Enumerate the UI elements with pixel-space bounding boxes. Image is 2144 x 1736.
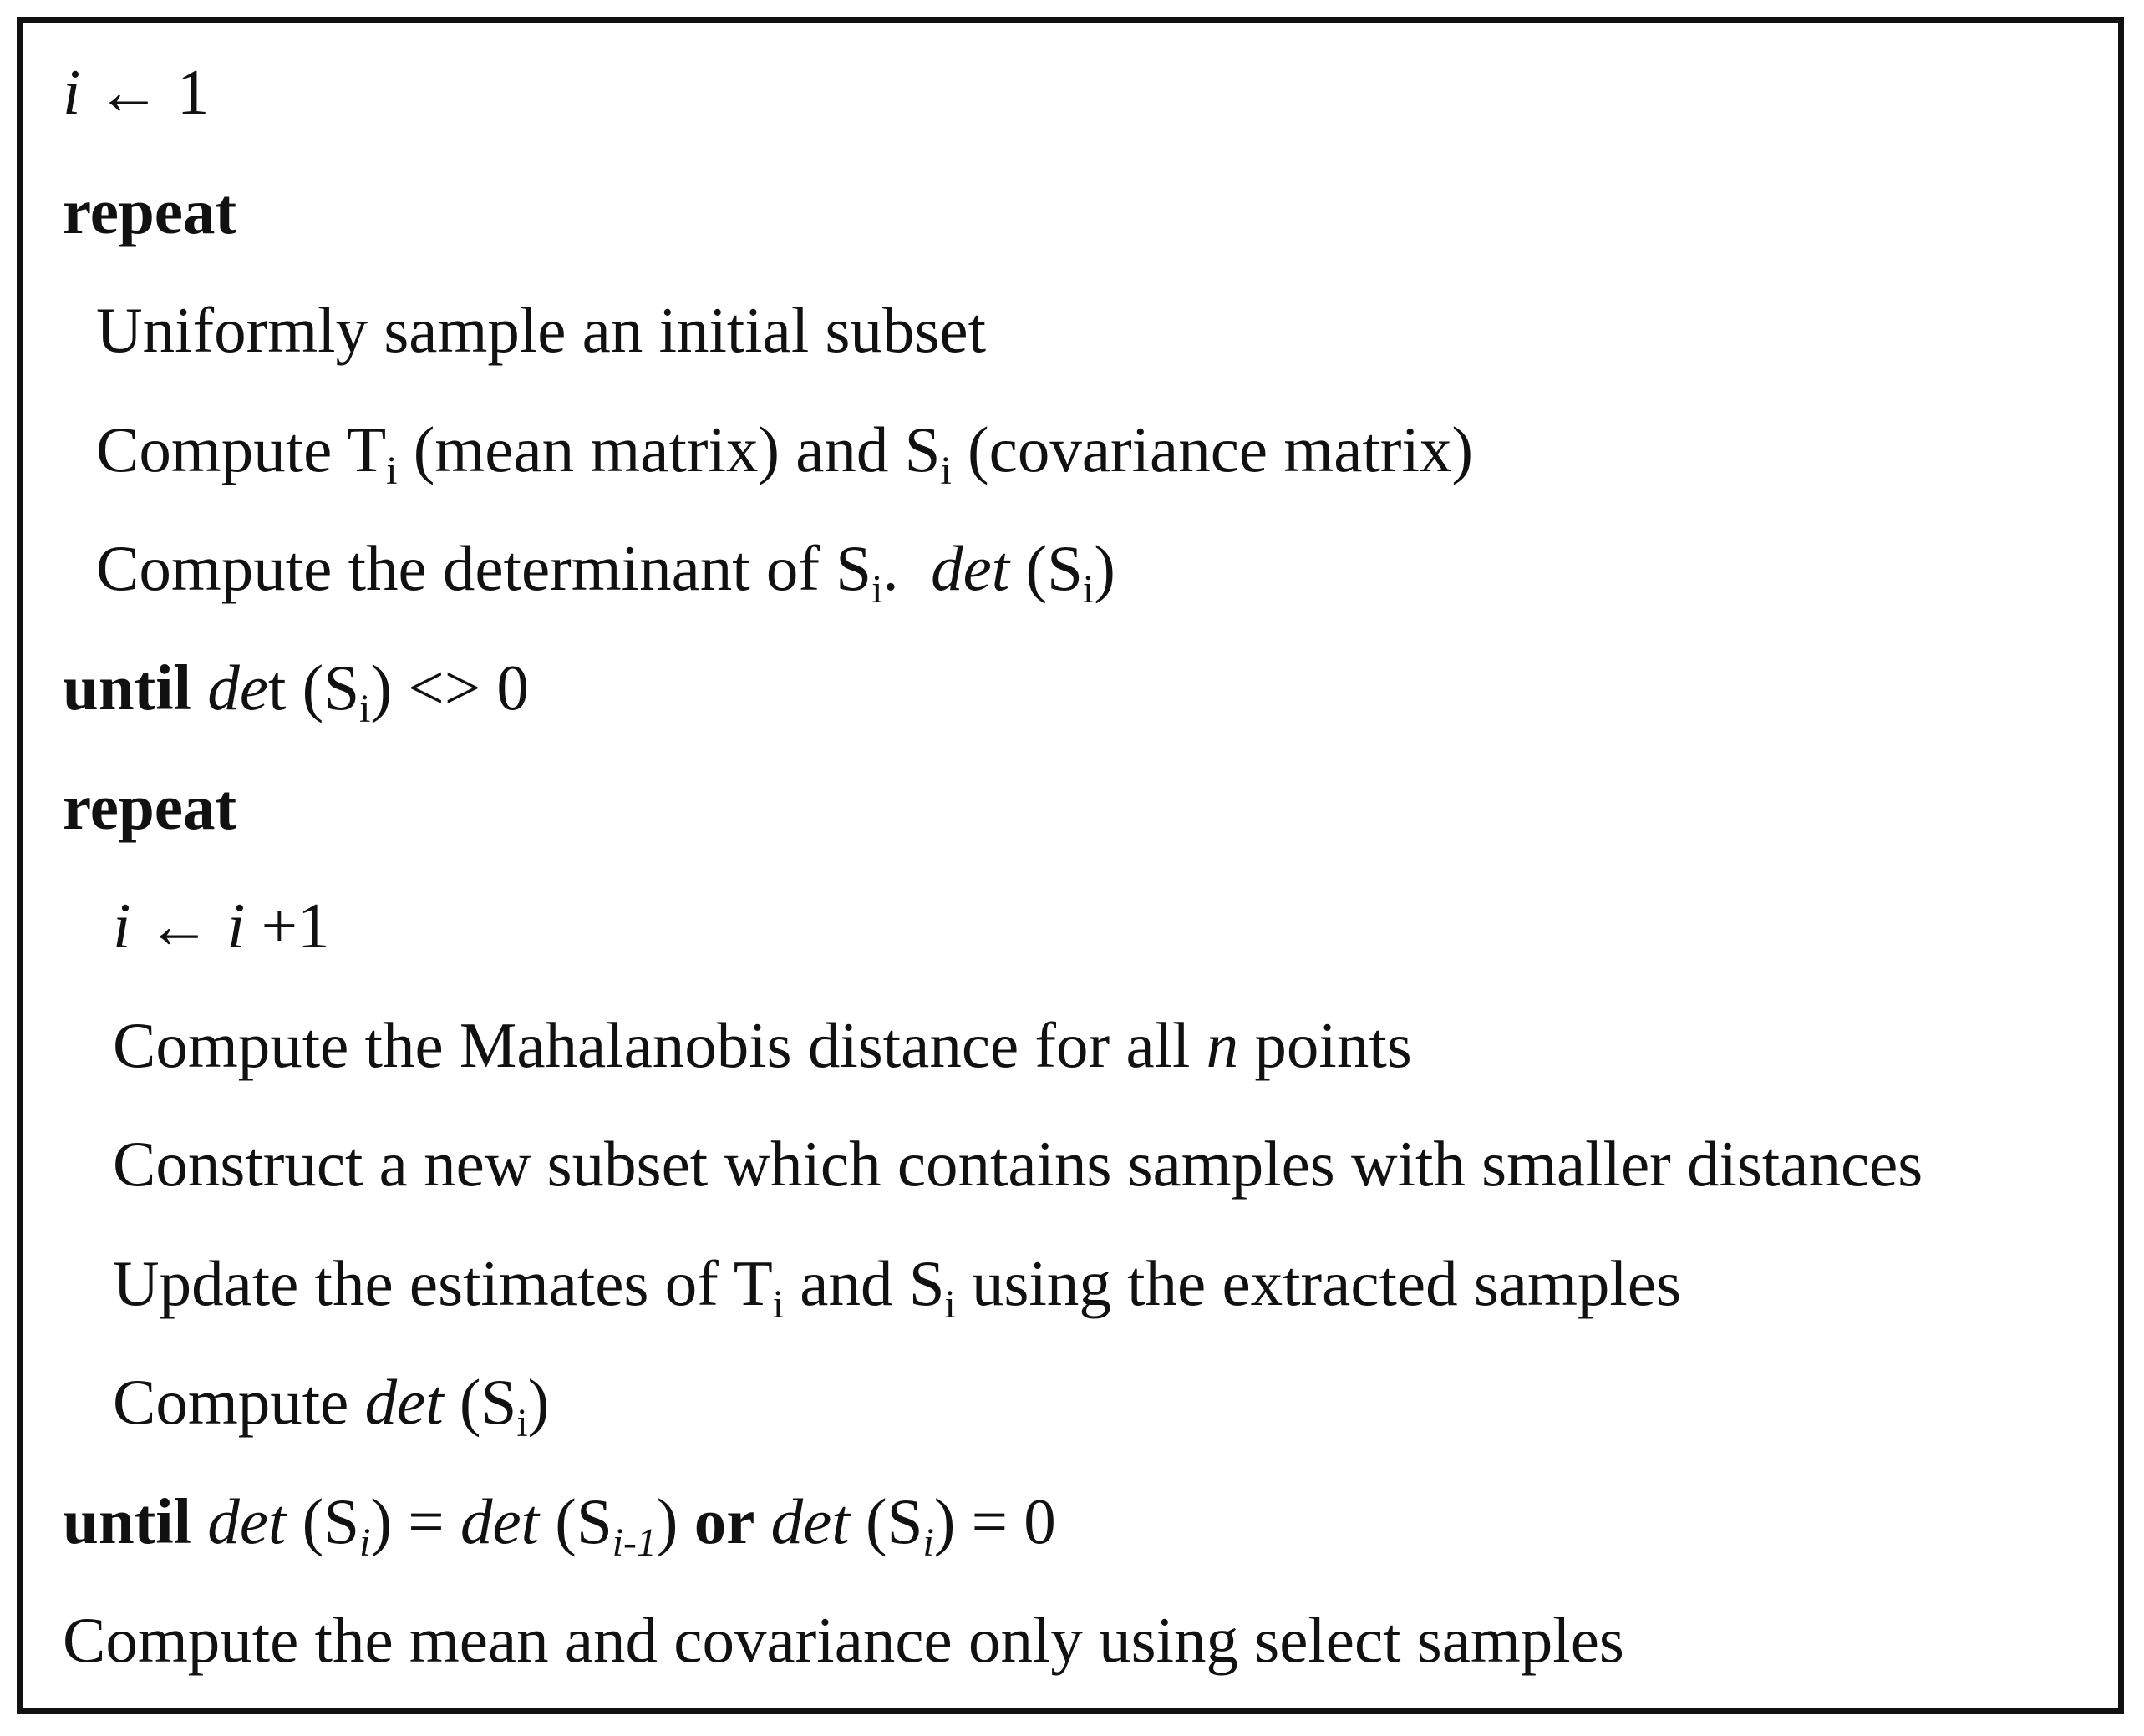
subscript: i (386, 449, 398, 494)
repeat-keyword-2 (63, 771, 237, 843)
subscript: i (922, 1520, 934, 1566)
step-text: points (1238, 1009, 1412, 1081)
subscript: i (359, 1520, 371, 1566)
det-function: det (931, 532, 1010, 604)
init-line (63, 56, 210, 128)
step-text: ) (1094, 532, 1115, 604)
var-i: i (113, 890, 131, 962)
step-text: Compute T (96, 414, 387, 485)
subscript: i (1082, 567, 1095, 612)
det-function: det (460, 1485, 540, 1557)
keyword: until (63, 652, 192, 723)
step-text: (S (286, 652, 360, 723)
subscript: i (359, 687, 371, 732)
det-function: det (207, 1485, 287, 1557)
step-text: (S (1009, 532, 1083, 604)
step-text: Compute (113, 1366, 365, 1438)
increment-line (113, 890, 330, 962)
step-text: (S (849, 1485, 923, 1557)
step-text: (mean matrix) and S (397, 414, 941, 485)
keyword: repeat (63, 175, 237, 247)
subscript: i-1 (612, 1520, 657, 1566)
sample-line (96, 294, 986, 366)
step-text: Update the estimates of T (113, 1247, 773, 1319)
subscript: i (940, 449, 952, 494)
subscript: i (772, 1282, 785, 1327)
det-function: de (207, 652, 269, 723)
repeat-keyword-1 (63, 175, 237, 247)
step-text: Compute the mean and covariance only using select samples (63, 1604, 1624, 1676)
assign-arrow: ← (96, 56, 161, 128)
var-i: i (63, 56, 81, 128)
until-line-2 (63, 1485, 1056, 1566)
step-text: (S (443, 1366, 517, 1438)
period: . (882, 532, 899, 604)
step-text: (covariance matrix) (951, 414, 1473, 485)
keyword: repeat (63, 771, 237, 843)
condition-text: ) <> 0 (370, 652, 529, 723)
step-text: ) (527, 1366, 550, 1438)
update-estimates-line (113, 1247, 1681, 1327)
step-text: ) (656, 1485, 694, 1557)
det-function: det (770, 1485, 850, 1557)
step-text: (S (539, 1485, 612, 1557)
mahalanobis-line (113, 1009, 1412, 1081)
compute-t-s-line (96, 414, 1473, 494)
assign-arrow: ← (146, 890, 211, 962)
var-n: n (1206, 1009, 1239, 1081)
subscript: i (516, 1401, 528, 1446)
step-text: Construct a new subset which contains samples with smaller distances (113, 1128, 1923, 1200)
step-text: (S (286, 1485, 360, 1557)
condition-text: ) = 0 (933, 1485, 1056, 1557)
subscript: i (944, 1282, 956, 1327)
var-i: i (226, 890, 246, 962)
step-text: using the extracted samples (955, 1247, 1681, 1319)
compute-det-line (113, 1366, 550, 1446)
keyword-or: or (693, 1485, 755, 1557)
det-function: det (364, 1366, 444, 1438)
init-value: 1 (176, 56, 210, 128)
until-line-1 (63, 652, 529, 732)
step-text: Compute the determinant of S (96, 532, 872, 604)
final-step-line (63, 1604, 1624, 1676)
determinant-line (96, 532, 1115, 612)
step-text: Uniformly sample an initial subset (96, 294, 986, 366)
step-text: ) = (370, 1485, 460, 1557)
construct-subset-line (113, 1128, 1923, 1200)
algorithm-frame (17, 17, 2124, 1714)
step-text: and S (784, 1247, 945, 1319)
det-function-tail: t (268, 652, 287, 723)
increment: +1 (261, 890, 330, 962)
subscript: i (871, 567, 883, 612)
step-text: Compute the Mahalanobis distance for all (113, 1009, 1207, 1081)
keyword: until (63, 1485, 192, 1557)
